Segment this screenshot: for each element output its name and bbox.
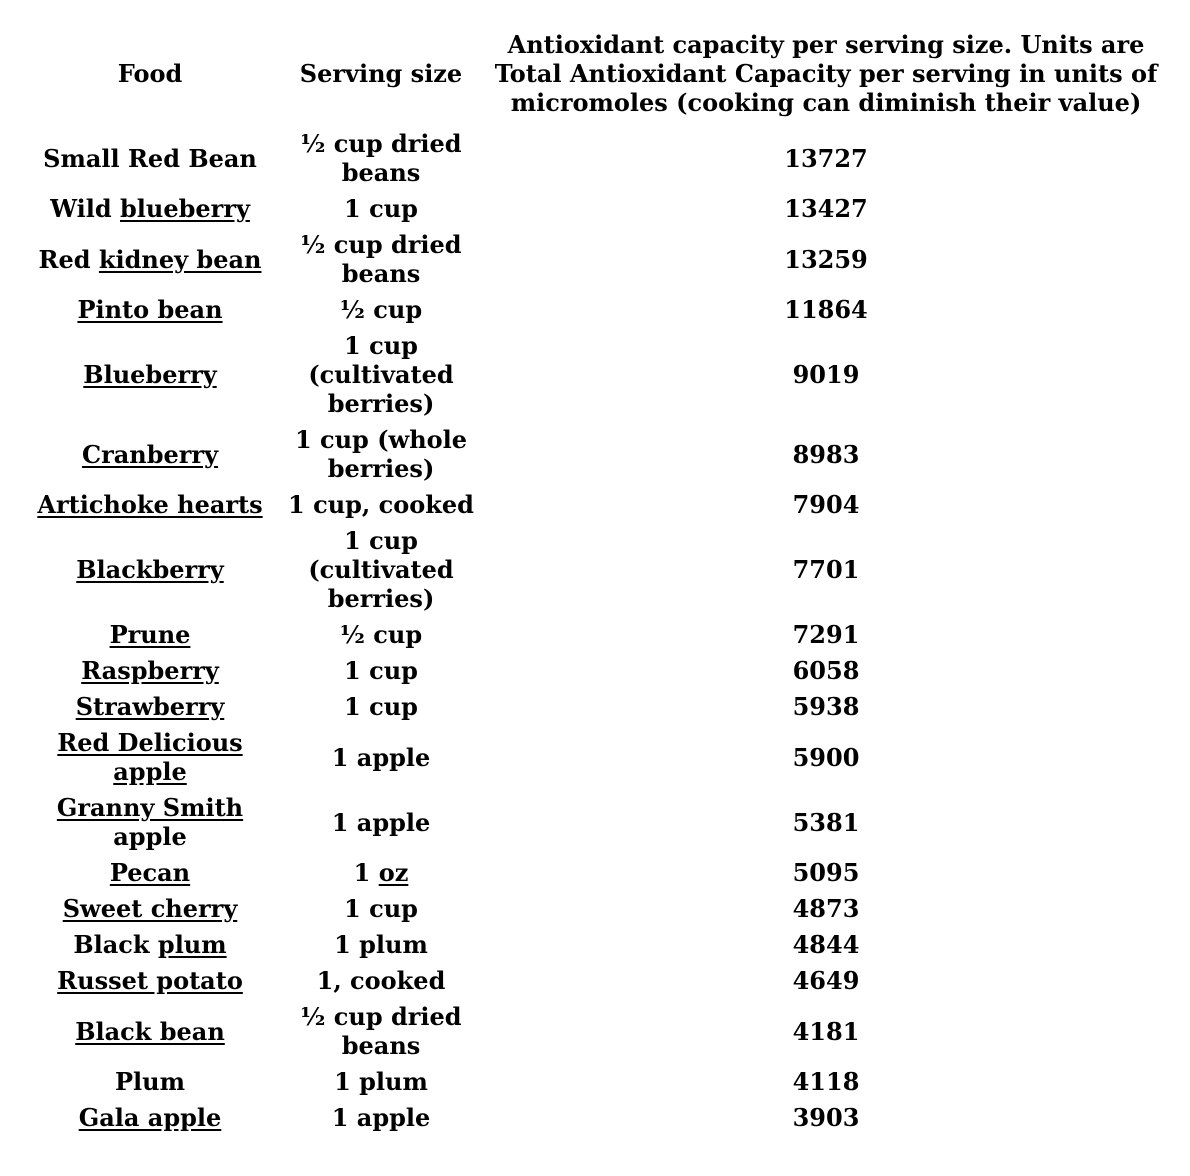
- table-row: [30, 293, 1160, 329]
- food-cell: [30, 293, 270, 329]
- antioxidant-value-cell: 5095: [792, 858, 860, 887]
- table-row: [30, 228, 1160, 293]
- antioxidant-value-cell: 3903: [792, 1103, 860, 1132]
- serving-size-cell: 1 cup, cooked: [288, 490, 474, 519]
- header-serving-size: Serving size: [299, 59, 463, 88]
- food-link[interactable]: Blackberry: [76, 555, 224, 584]
- table-row: [30, 964, 1160, 1000]
- food-cell: [30, 192, 270, 228]
- food-link[interactable]: Raspberry: [81, 656, 219, 685]
- antioxidant-value-cell: 13727: [784, 143, 868, 173]
- food-cell: [30, 928, 270, 964]
- serving-size-cell: ½ cup dried beans: [300, 1002, 462, 1060]
- header-antioxidant-capacity: Antioxidant capacity per serving size. Units are Total Antioxidant Capacity per serving in units of micromoles (cooking can diminish their value): [494, 30, 1158, 117]
- serving-size-cell: 1 cup: [344, 692, 418, 721]
- food-link[interactable]: Black bean: [75, 1016, 225, 1046]
- antioxidant-value-cell: 7291: [792, 620, 860, 649]
- food-cell: [30, 524, 270, 618]
- food-cell: [30, 423, 270, 488]
- food-cell: [30, 791, 270, 856]
- table-row: [30, 127, 1160, 192]
- food-link[interactable]: Blueberry: [83, 360, 217, 389]
- antioxidant-value-cell: 4649: [792, 966, 860, 995]
- food-cell: [30, 618, 270, 654]
- antioxidant-value-cell: 5900: [792, 742, 860, 772]
- serving-size-cell: 1 cup: [344, 194, 418, 223]
- table-row: [30, 892, 1160, 928]
- food-link[interactable]: Red Delicious apple: [57, 728, 243, 786]
- table-row: [30, 1065, 1160, 1101]
- serving-size-cell: 1 apple: [331, 807, 431, 837]
- table-row: [30, 1101, 1160, 1137]
- table-row: [30, 654, 1160, 690]
- food-cell: [30, 856, 270, 892]
- serving-size-cell: ½ cup: [339, 620, 423, 649]
- table-header: [30, 30, 1160, 127]
- table-row: [30, 856, 1160, 892]
- antioxidant-value-cell: 4873: [792, 894, 860, 923]
- antioxidant-value-cell: 5938: [792, 692, 860, 721]
- food-text: Small Red Bean: [43, 143, 257, 173]
- table-row: [30, 192, 1160, 228]
- table-row: [30, 726, 1160, 791]
- food-link[interactable]: Strawberry: [75, 692, 225, 721]
- table-row: [30, 1000, 1160, 1065]
- food-link[interactable]: Artichoke hearts: [37, 490, 263, 519]
- serving-size-cell: 1 cup: [344, 656, 418, 685]
- food-link[interactable]: Pinto bean: [77, 295, 223, 324]
- serving-size-cell: [270, 856, 492, 892]
- table-body: [30, 127, 1160, 1137]
- food-link[interactable]: Russet potato: [57, 966, 243, 995]
- serving-unit-link[interactable]: oz: [378, 858, 409, 887]
- food-link[interactable]: Prune: [109, 620, 191, 649]
- antioxidant-value-cell: 4844: [792, 930, 860, 959]
- food-link[interactable]: kidney bean: [98, 244, 262, 274]
- food-text: Wild: [50, 194, 120, 223]
- antioxidant-value-cell: 4181: [792, 1016, 860, 1046]
- serving-size-cell: 1 plum: [334, 1067, 428, 1096]
- food-cell: [30, 1000, 270, 1065]
- food-link[interactable]: blueberry: [120, 194, 250, 223]
- table-row: [30, 791, 1160, 856]
- serving-size-cell: 1 cup (cultivated berries): [308, 331, 454, 418]
- antioxidant-value-cell: 13427: [784, 194, 868, 223]
- food-link[interactable]: Sweet cherry: [62, 894, 238, 923]
- food-text: Plum: [114, 1067, 185, 1096]
- food-cell: [30, 726, 270, 791]
- serving-text: 1: [353, 858, 379, 887]
- antioxidant-table: [30, 30, 1160, 1137]
- food-cell: [30, 892, 270, 928]
- antioxidant-value-cell: 9019: [792, 360, 860, 389]
- serving-size-cell: ½ cup dried beans: [300, 129, 462, 187]
- antioxidant-value-cell: 7904: [792, 490, 860, 519]
- food-cell: [30, 127, 270, 192]
- food-text: Red: [38, 244, 99, 274]
- table-row: [30, 690, 1160, 726]
- table-row: [30, 488, 1160, 524]
- food-cell: [30, 964, 270, 1000]
- serving-size-cell: 1 cup (whole berries): [294, 425, 468, 483]
- food-cell: [30, 690, 270, 726]
- food-link[interactable]: Gala apple: [78, 1103, 222, 1132]
- food-cell: [30, 1101, 270, 1137]
- food-cell: [30, 1065, 270, 1101]
- table-row: [30, 618, 1160, 654]
- antioxidant-value-cell: 8983: [792, 439, 860, 469]
- food-link[interactable]: Pecan: [109, 858, 191, 887]
- serving-size-cell: ½ cup dried beans: [300, 230, 462, 288]
- food-cell: [30, 654, 270, 690]
- serving-size-cell: 1 cup (cultivated berries): [308, 526, 454, 613]
- table-row: [30, 928, 1160, 964]
- serving-size-cell: 1 apple: [331, 1103, 431, 1132]
- food-link[interactable]: plum: [157, 930, 227, 959]
- antioxidant-value-cell: 7701: [792, 555, 860, 584]
- serving-size-cell: 1 plum: [334, 930, 428, 959]
- antioxidant-value-cell: 13259: [784, 244, 868, 274]
- food-cell: [30, 228, 270, 293]
- food-link[interactable]: Granny Smith: [56, 793, 244, 822]
- food-cell: [30, 329, 270, 423]
- table-row: [30, 329, 1160, 423]
- food-text: Black: [73, 930, 158, 959]
- food-text: apple: [113, 822, 187, 851]
- serving-size-cell: 1 cup: [344, 894, 418, 923]
- table-row: [30, 524, 1160, 618]
- serving-size-cell: 1, cooked: [316, 966, 446, 995]
- header-food: Food: [117, 59, 183, 88]
- antioxidant-value-cell: 11864: [784, 295, 868, 324]
- header-row: [30, 30, 1160, 127]
- table-row: [30, 423, 1160, 488]
- serving-size-cell: 1 apple: [331, 742, 431, 772]
- antioxidant-value-cell: 4118: [792, 1067, 860, 1096]
- antioxidant-value-cell: 5381: [792, 807, 860, 837]
- serving-size-cell: ½ cup: [339, 295, 423, 324]
- antioxidant-value-cell: 6058: [792, 656, 860, 685]
- food-link[interactable]: Cranberry: [81, 439, 219, 469]
- food-cell: [30, 488, 270, 524]
